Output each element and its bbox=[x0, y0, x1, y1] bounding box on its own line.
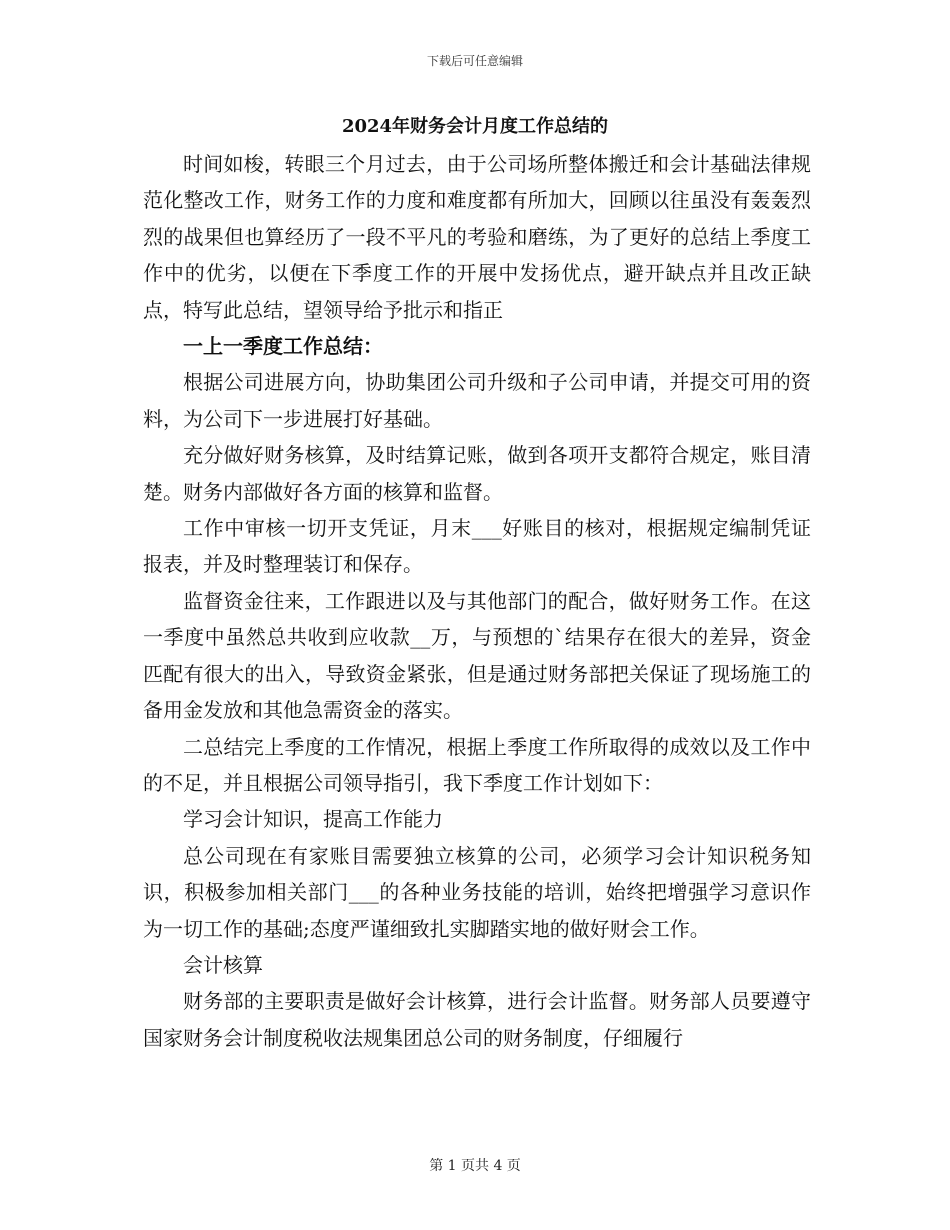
document-title: 2024年财务会计月度工作总结的 bbox=[341, 116, 609, 137]
paragraph-duties: 财务部的主要职责是做好会计核算，进行会计监督。财务部人员要遵守国家财务会计制度税收法规集团总公司的财务制度，仔细履行 bbox=[143, 989, 811, 1050]
document-body bbox=[143, 146, 811, 1056]
page-header-note: 下载后可任意编辑 bbox=[426, 54, 523, 68]
paragraph-funds: 监督资金往来，工作跟进以及与其他部门的配合，做好财务工作。在这一季度中虽然总共收到应收款__万，与预想的`结果存在很大的差异，资金匹配有很大的出入，导致资金紧张，但是通过财务部把关保证了现场施工的备用金发放和其他急需资金的落实。 bbox=[143, 588, 811, 723]
section-heading-review: 一上一季度工作总结： bbox=[183, 334, 383, 359]
paragraph-plan-intro: 二总结完上季度的工作情况，根据上季度工作所取得的成效以及工作中的不足，并且根据公司领导指引，我下季度工作计划如下： bbox=[143, 734, 811, 795]
paragraph-accounting: 充分做好财务核算，及时结算记账，做到各项开支都符合规定，账目清楚。财务内部做好各方面的核算和监督。 bbox=[143, 443, 811, 504]
subheading-learning: 学习会计知识，提高工作能力 bbox=[183, 807, 443, 832]
paragraph-audit: 工作中审核一切开支凭证，月末___好账目的核对，根据规定编制凭证报表，并及时整理装订和保存。 bbox=[143, 516, 811, 577]
subheading-accounting: 会计核算 bbox=[183, 952, 263, 977]
paragraph-development: 根据公司进展方向，协助集团公司升级和子公司申请，并提交可用的资料，为公司下一步进展打好基础。 bbox=[143, 370, 811, 431]
paragraph-learning: 总公司现在有家账目需要独立核算的公司，必须学习会计知识税务知识，积极参加相关部门___的各种业务技能的培训，始终把增强学习意识作为一切工作的基础;态度严谨细致扎实脚踏实地的做好财会工作。 bbox=[143, 843, 811, 941]
paragraph-intro: 时间如梭，转眼三个月过去，由于公司场所整体搬迁和会计基础法律规范化整改工作，财务工作的力度和难度都有所加大，回顾以往虽没有轰轰烈烈的战果但也算经历了一段不平凡的考验和磨练，为了更好的总结上季度工作中的优劣，以便在下季度工作的开展中发扬优点，避开缺点并且改正缺点，特写此总结，望领导给予批示和指正 bbox=[143, 152, 811, 322]
page-number: 第 1 页共 4 页 bbox=[429, 1158, 521, 1174]
